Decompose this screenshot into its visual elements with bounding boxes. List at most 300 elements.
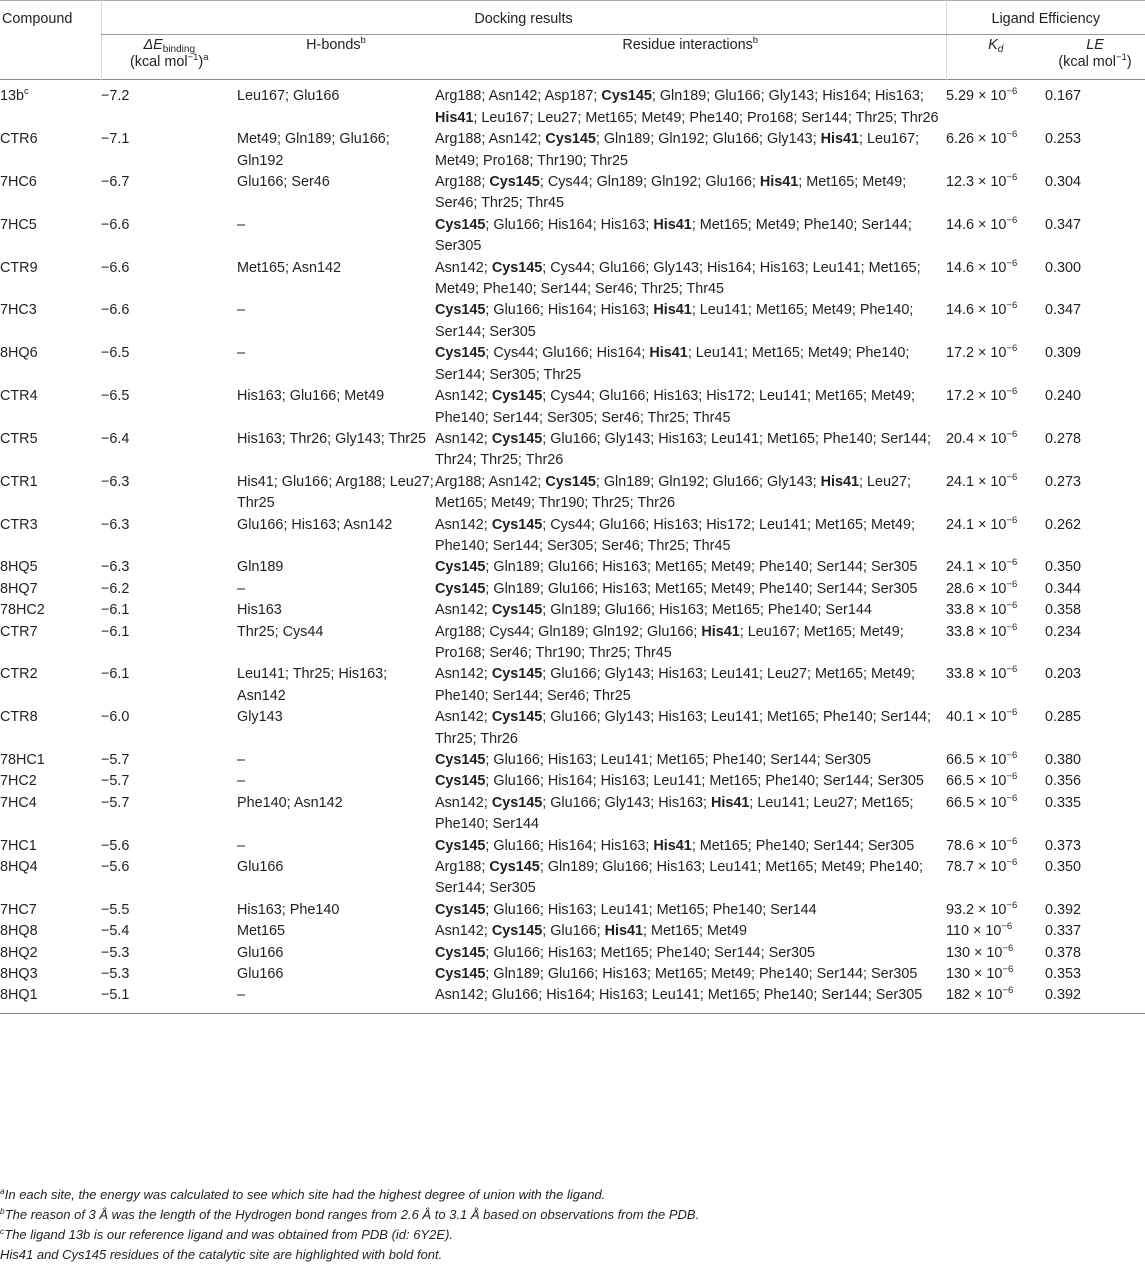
- compound-name: 7HC7: [0, 901, 37, 918]
- cell-compound: [0, 579, 101, 600]
- cell-hbonds: Met165; Asn142: [237, 259, 342, 276]
- cell-residues: [435, 429, 946, 472]
- compound-name: CTR7: [0, 623, 38, 640]
- kd-times-ten: × 10: [974, 473, 1007, 490]
- energy-symbol-text: ΔE: [143, 37, 163, 54]
- cell-compound: [0, 900, 101, 921]
- cell-residues: [435, 579, 946, 600]
- cell-kd: [946, 80, 1045, 129]
- cell-hbonds: Thr25; Cys44: [237, 623, 324, 640]
- cell-residues: [435, 793, 946, 836]
- residue-highlight: Cys145: [435, 752, 486, 768]
- cell-energy: −5.1: [101, 987, 130, 1004]
- cell-compound: [0, 129, 101, 172]
- cell-le: 0.285: [1045, 709, 1082, 726]
- header-energy: [101, 35, 237, 80]
- header-ligand-efficiency: Ligand Efficiency: [946, 1, 1145, 35]
- kd-exponent: −6: [1002, 985, 1014, 997]
- kd-mantissa: 40.1: [946, 709, 975, 726]
- cell-compound: [0, 985, 101, 1013]
- cell-kd: [946, 985, 1045, 1013]
- cell-hbonds: –: [237, 987, 246, 1004]
- kd-times-ten: × 10: [974, 794, 1007, 811]
- cell-compound: [0, 80, 101, 129]
- cell-hbonds: Glu166; Ser46: [237, 174, 330, 191]
- cell-energy: −6.3: [101, 516, 130, 533]
- compound-name: 8HQ7: [0, 580, 38, 597]
- kd-times-ten: × 10: [974, 837, 1007, 854]
- table-row: [0, 129, 1145, 172]
- compound-name: 8HQ3: [0, 966, 38, 983]
- cell-residues: [435, 215, 946, 258]
- residue-highlight: Cys145: [489, 174, 540, 191]
- kd-mantissa: 17.2: [946, 345, 975, 362]
- cell-energy: −6.6: [101, 216, 130, 233]
- residue-text: ; Glu166; Gly143; His163; Leu141; Met165; Phe140; Ser144; Thr24; Thr25; Thr26: [435, 430, 932, 469]
- table-row: [0, 215, 1145, 258]
- residue-text: ; Gln189; Glu166; His163; Met165; Met49; Phe140; Ser144; Ser305: [485, 559, 918, 576]
- residue-text: ; Cys44; Gln189; Gln192; Glu166;: [539, 174, 760, 191]
- residue-text: ; Leu141; Met165; Met49; Phe140; Ser144; Ser305: [435, 302, 914, 340]
- cell-energy: −6.1: [101, 602, 130, 619]
- residue-text: ; Leu141; Leu27; Met165; Phe140; Ser144: [435, 794, 914, 833]
- kd-times-ten: × 10: [974, 216, 1007, 233]
- kd-mantissa: 14.6: [946, 259, 975, 276]
- residue-text: ; Gln189; Gln192; Glu166; Gly143;: [595, 131, 821, 148]
- cell-le: 0.347: [1045, 216, 1082, 233]
- residue-text: ; Met165; Met49; Ser46; Thr25; Thr45: [435, 174, 907, 212]
- cell-kd: [946, 129, 1045, 172]
- cell-le: 0.167: [1045, 88, 1082, 105]
- hbonds-footnote-mark: b: [360, 35, 366, 47]
- cell-compound: [0, 943, 101, 964]
- compound-name: 13b: [0, 88, 25, 105]
- residue-text: ; Glu166; Gly143; His163; Leu141; Leu27; Met165; Met49; Phe140; Ser144; Ser46; Thr25: [435, 666, 916, 704]
- cell-energy: −5.6: [101, 837, 130, 854]
- kd-exponent: −6: [1006, 514, 1018, 526]
- compound-name: 8HQ6: [0, 345, 38, 362]
- residue-highlight: Cys145: [435, 302, 486, 319]
- cell-le: 0.335: [1045, 794, 1082, 811]
- residue-text: ; Glu166; Gly143; His163; Leu141; Met165; Phe140; Ser144; Thr25; Thr26: [435, 709, 932, 747]
- cell-hbonds: –: [237, 773, 246, 790]
- kd-mantissa: 66.5: [946, 773, 975, 790]
- cell-hbonds: –: [237, 345, 246, 362]
- cell-kd: [946, 750, 1045, 771]
- cell-compound: [0, 429, 101, 472]
- cell-kd: [946, 557, 1045, 578]
- cell-residues: [435, 836, 946, 857]
- kd-times-ten: × 10: [974, 388, 1007, 405]
- cell-hbonds: His163; Thr26; Gly143; Thr25: [237, 430, 427, 447]
- residue-text: Arg188; Cys44; Gln189; Gln192; Glu166;: [435, 623, 702, 640]
- compound-name: 78HC1: [0, 752, 45, 768]
- compound-name: 7HC5: [0, 216, 37, 233]
- residue-highlight: Cys145: [491, 516, 543, 533]
- energy-symbol: [143, 37, 196, 56]
- kd-mantissa: 33.8: [946, 602, 975, 619]
- cell-residues: [435, 258, 946, 301]
- table-row: [0, 343, 1145, 386]
- cell-kd: [946, 900, 1045, 921]
- kd-mantissa: 130: [946, 966, 971, 983]
- cell-kd: [946, 386, 1045, 429]
- kd-mantissa: 24.1: [946, 559, 975, 576]
- compound-name: CTR8: [0, 709, 38, 726]
- cell-energy: −5.6: [101, 859, 130, 876]
- footnote-text: In each site, the energy was calculated to see which site had the highest degree of union with the ligand.: [4, 1187, 606, 1202]
- cell-energy: −6.1: [101, 623, 130, 640]
- compound-name: CTR2: [0, 666, 38, 683]
- residue-text: Asn142;: [435, 794, 492, 811]
- cell-le: 0.350: [1045, 859, 1082, 876]
- kd-mantissa: 24.1: [946, 516, 975, 533]
- energy-footnote-mark: a: [203, 52, 209, 64]
- cell-residues: [435, 622, 946, 665]
- kd-exponent: −6: [1006, 578, 1018, 590]
- footnote: [0, 1185, 1145, 1205]
- compound-name: 8HQ5: [0, 559, 38, 576]
- kd-times-ten: × 10: [974, 259, 1007, 276]
- cell-compound: [0, 836, 101, 857]
- cell-le: 0.392: [1045, 901, 1082, 918]
- cell-energy: −6.3: [101, 559, 130, 576]
- residue-text: ; Leu27; Met165; Met49; Thr190; Thr25; Thr26: [435, 473, 912, 512]
- kd-exponent: −6: [1006, 300, 1018, 312]
- residue-text: ; Gln189; Glu166; His163; Leu141; Met165; Met49; Phe140; Ser144; Ser305: [435, 859, 924, 897]
- cell-kd: [946, 472, 1045, 515]
- cell-hbonds: Leu167; Glu166: [237, 88, 340, 105]
- kd-exponent: −6: [1006, 343, 1018, 355]
- residue-text: ; Met165; Met49: [643, 923, 748, 940]
- kd-mantissa: 5.29: [946, 88, 975, 105]
- cell-le: 0.262: [1045, 516, 1082, 533]
- cell-residues: [435, 964, 946, 985]
- header-compound-spacer: [0, 35, 101, 80]
- header-compound: Compound: [2, 11, 73, 27]
- cell-kd: [946, 943, 1045, 964]
- kd-exponent: −6: [1001, 921, 1013, 933]
- kd-times-ten: × 10: [974, 752, 1007, 768]
- kd-exponent: −6: [1006, 257, 1018, 269]
- compound-name: 8HQ8: [0, 923, 38, 940]
- kd-times-ten: × 10: [974, 88, 1007, 105]
- footnote: [0, 1245, 1145, 1265]
- residue-text: Asn142; Glu166; His164; His163; Leu141; Met165; Phe140; Ser144; Ser305: [435, 987, 923, 1004]
- cell-compound: [0, 258, 101, 301]
- residue-text: ; Gln189; Glu166; Gly143; His164; His163;: [651, 88, 924, 105]
- cell-compound: [0, 771, 101, 792]
- cell-compound: [0, 793, 101, 836]
- cell-compound: [0, 750, 101, 771]
- residue-text: ; Met165; Phe140; Ser144; Ser305: [691, 837, 915, 854]
- energy-unit-exp: −1: [187, 52, 199, 64]
- residue-text: ; Glu166;: [542, 923, 605, 940]
- compound-name: CTR4: [0, 388, 38, 405]
- residue-highlight: His41: [701, 623, 740, 640]
- le-unit-pre: (kcal mol: [1058, 54, 1116, 71]
- cell-hbonds: His163; Phe140: [237, 901, 340, 918]
- cell-energy: −6.5: [101, 388, 130, 405]
- residue-highlight: Cys145: [435, 216, 486, 233]
- residue-highlight: His41: [653, 837, 692, 854]
- cell-residues: [435, 985, 946, 1013]
- residue-text: ; Met165; Met49; Phe140; Ser144; Ser305: [435, 216, 912, 255]
- residue-highlight: His41: [759, 174, 799, 191]
- residue-highlight: Cys145: [435, 901, 486, 918]
- kd-times-ten: × 10: [974, 302, 1007, 319]
- compound-name: CTR6: [0, 131, 38, 148]
- footnote-mark: b: [0, 1206, 5, 1216]
- cell-energy: −6.3: [101, 473, 130, 490]
- table-row: [0, 472, 1145, 515]
- table-row: [0, 386, 1145, 429]
- kd-exponent: −6: [1006, 792, 1018, 804]
- kd-mantissa: 12.3: [946, 174, 975, 191]
- cell-residues: [435, 857, 946, 900]
- table-row: [0, 857, 1145, 900]
- residue-highlight: Cys145: [491, 430, 543, 447]
- residue-highlight: Cys145: [545, 131, 596, 148]
- cell-hbonds: His163; Glu166; Met49: [237, 388, 385, 405]
- kd-exponent: −6: [1006, 899, 1018, 911]
- kd-mantissa: 182: [946, 987, 971, 1004]
- cell-le: 0.356: [1045, 773, 1082, 790]
- le-label: LE: [1086, 37, 1104, 54]
- cell-hbonds: His41; Glu166; Arg188; Leu27; Thr25: [237, 473, 434, 512]
- residue-text: ; Leu167; Met165; Met49; Pro168; Ser46; Thr190; Thr25; Thr45: [435, 623, 904, 661]
- residue-highlight: His41: [649, 345, 688, 362]
- cell-compound: [0, 622, 101, 665]
- table-row: [0, 836, 1145, 857]
- cell-energy: −6.5: [101, 345, 130, 362]
- kd-mantissa: 14.6: [946, 216, 975, 233]
- header-docking-results: Docking results: [101, 1, 946, 35]
- cell-le: 0.347: [1045, 302, 1082, 319]
- cell-hbonds: Phe140; Asn142: [237, 794, 343, 811]
- footnote: [0, 1205, 1145, 1225]
- kd-mantissa: 24.1: [946, 473, 975, 490]
- residues-label: Residue interactions: [622, 37, 753, 54]
- residue-highlight: Cys145: [491, 794, 543, 811]
- cell-kd: [946, 964, 1045, 985]
- cell-energy: −6.4: [101, 430, 130, 447]
- cell-residues: [435, 172, 946, 215]
- table-row: [0, 985, 1145, 1013]
- cell-residues: [435, 80, 946, 129]
- residue-text: ; Glu166; His163; Leu141; Met165; Phe140; Ser144: [485, 901, 817, 918]
- kd-exponent: −6: [1006, 600, 1018, 612]
- kd-mantissa: 130: [946, 944, 971, 961]
- table-row: [0, 771, 1145, 792]
- residue-text: ; Glu166; His164; His163; Leu141; Met165; Phe140; Ser144; Ser305: [485, 773, 924, 790]
- residue-highlight: Cys145: [435, 580, 486, 597]
- cell-energy: −6.2: [101, 580, 130, 597]
- kd-times-ten: × 10: [974, 859, 1007, 876]
- compound-name: CTR5: [0, 430, 38, 447]
- residue-text: ; Glu166; His163; Leu141; Met165; Phe140; Ser144; Ser305: [485, 752, 872, 768]
- kd-times-ten: × 10: [974, 666, 1007, 683]
- compound-name: 8HQ2: [0, 944, 38, 961]
- table-row: [0, 557, 1145, 578]
- compound-name: 7HC6: [0, 174, 37, 191]
- residue-highlight: Cys145: [435, 837, 486, 854]
- cell-energy: −5.7: [101, 794, 130, 811]
- cell-le: 0.350: [1045, 559, 1082, 576]
- cell-kd: [946, 664, 1045, 707]
- cell-energy: −6.7: [101, 174, 130, 191]
- kd-exponent: −6: [1006, 835, 1018, 847]
- residue-highlight: Cys145: [491, 923, 543, 940]
- compound-name: 7HC3: [0, 302, 37, 319]
- cell-kd: [946, 622, 1045, 665]
- table-body: [0, 80, 1145, 1013]
- cell-kd: [946, 600, 1045, 621]
- cell-residues: [435, 600, 946, 621]
- cell-residues: [435, 129, 946, 172]
- cell-kd: [946, 793, 1045, 836]
- kd-times-ten: × 10: [974, 430, 1007, 447]
- kd-exponent: −6: [1006, 771, 1018, 783]
- kd-exponent: −6: [1006, 621, 1018, 633]
- cell-compound: [0, 600, 101, 621]
- residues-footnote-mark: b: [752, 35, 759, 47]
- residue-highlight: Cys145: [491, 709, 543, 726]
- residue-text: Asn142;: [435, 259, 492, 276]
- cell-hbonds: Met165: [237, 923, 285, 940]
- kd-mantissa: 66.5: [946, 752, 975, 768]
- cell-energy: −6.6: [101, 259, 130, 276]
- cell-hbonds: –: [237, 837, 246, 854]
- kd-exponent: −6: [1006, 172, 1018, 184]
- table-row: [0, 579, 1145, 600]
- kd-exponent: −6: [1006, 86, 1018, 98]
- header-hbonds: [237, 35, 435, 80]
- energy-unit-post: ): [198, 54, 204, 71]
- cell-le: 0.273: [1045, 473, 1082, 490]
- cell-residues: [435, 771, 946, 792]
- cell-energy: −6.0: [101, 709, 130, 726]
- table-row: [0, 793, 1145, 836]
- cell-le: 0.337: [1045, 923, 1082, 940]
- residue-text: ; Gln189; Gln192; Glu166; Gly143;: [595, 473, 821, 490]
- cell-residues: [435, 386, 946, 429]
- cell-residues: [435, 472, 946, 515]
- kd-exponent: −6: [1002, 942, 1014, 954]
- cell-le: 0.380: [1045, 752, 1082, 768]
- cell-compound: [0, 172, 101, 215]
- cell-hbonds: Glu166: [237, 944, 284, 961]
- residue-text: Arg188; Asn142;: [435, 131, 546, 148]
- header-le: [1045, 35, 1145, 80]
- kd-times-ten: × 10: [970, 944, 1003, 961]
- residue-highlight: His41: [435, 109, 474, 126]
- table-footnotes: [0, 1185, 1145, 1265]
- cell-residues: [435, 921, 946, 942]
- compound-name: 7HC4: [0, 794, 37, 811]
- compound-name: 8HQ1: [0, 987, 38, 1004]
- kd-mantissa: 93.2: [946, 901, 975, 918]
- table-row: [0, 900, 1145, 921]
- cell-compound: [0, 386, 101, 429]
- table-row: [0, 664, 1145, 707]
- kd-mantissa: 33.8: [946, 623, 975, 640]
- cell-le: 0.373: [1045, 837, 1082, 854]
- residue-text: ; Glu166; His164; His163;: [485, 302, 654, 319]
- residue-text: Asn142;: [435, 516, 492, 533]
- kd-mantissa: 28.6: [946, 580, 975, 597]
- footnote-mark: a: [0, 1186, 5, 1196]
- cell-energy: −6.6: [101, 302, 130, 319]
- kd-times-ten: × 10: [970, 966, 1003, 983]
- residue-text: ; Gln189; Glu166; His163; Met165; Met49; Phe140; Ser144; Ser305: [485, 966, 918, 983]
- residue-text: ; Gln189; Glu166; His163; Met165; Met49; Phe140; Ser144; Ser305: [485, 580, 918, 597]
- residue-text: ; Glu166; His164; His163;: [485, 837, 654, 854]
- energy-unit: [130, 54, 209, 70]
- cell-compound: [0, 472, 101, 515]
- compound-name: CTR9: [0, 259, 38, 276]
- residue-highlight: Cys145: [491, 602, 543, 619]
- cell-residues: [435, 343, 946, 386]
- cell-le: 0.358: [1045, 602, 1082, 619]
- cell-hbonds: –: [237, 302, 246, 319]
- residue-highlight: Cys145: [491, 666, 543, 683]
- kd-mantissa: 110: [946, 923, 969, 940]
- cell-hbonds: Gln189: [237, 559, 284, 576]
- cell-le: 0.300: [1045, 259, 1082, 276]
- cell-energy: −5.5: [101, 901, 130, 918]
- kd-times-ten: × 10: [968, 923, 1002, 940]
- kd-exponent: −6: [1006, 750, 1018, 761]
- residue-text: Arg188;: [435, 859, 490, 876]
- compound-name: 78HC2: [0, 602, 45, 619]
- kd-mantissa: 66.5: [946, 794, 975, 811]
- hbonds-label: H-bonds: [306, 37, 361, 54]
- residue-highlight: His41: [653, 216, 692, 233]
- cell-hbonds: –: [237, 580, 246, 597]
- cell-residues: [435, 557, 946, 578]
- kd-mantissa: 17.2: [946, 388, 975, 405]
- kd-exponent: −6: [1006, 428, 1018, 440]
- residue-highlight: Cys145: [491, 388, 543, 405]
- kd-times-ten: × 10: [974, 602, 1007, 619]
- residue-highlight: Cys145: [435, 345, 486, 362]
- cell-compound: [0, 300, 101, 343]
- residue-highlight: Cys145: [435, 944, 486, 961]
- residue-highlight: Cys145: [489, 859, 540, 876]
- cell-residues: [435, 900, 946, 921]
- table-row: [0, 964, 1145, 985]
- kd-exponent: −6: [1006, 664, 1018, 676]
- cell-energy: −6.1: [101, 666, 130, 683]
- kd-exponent: −6: [1006, 857, 1018, 869]
- cell-energy: −5.4: [101, 923, 130, 940]
- table-row: [0, 600, 1145, 621]
- cell-le: 0.203: [1045, 666, 1082, 683]
- cell-hbonds: Leu141; Thr25; His163; Asn142: [237, 666, 388, 704]
- kd-exponent: −6: [1006, 129, 1018, 141]
- cell-residues: [435, 943, 946, 964]
- table-row: [0, 750, 1145, 771]
- cell-kd: [946, 579, 1045, 600]
- cell-compound: [0, 964, 101, 985]
- residue-text: ; Glu166; Gly143; His163;: [542, 794, 712, 811]
- residue-text: Asn142;: [435, 923, 492, 940]
- cell-kd: [946, 836, 1045, 857]
- residue-text: ; Cys44; Glu166; His164;: [485, 345, 650, 362]
- table-row: [0, 622, 1145, 665]
- cell-hbonds: His163: [237, 602, 282, 619]
